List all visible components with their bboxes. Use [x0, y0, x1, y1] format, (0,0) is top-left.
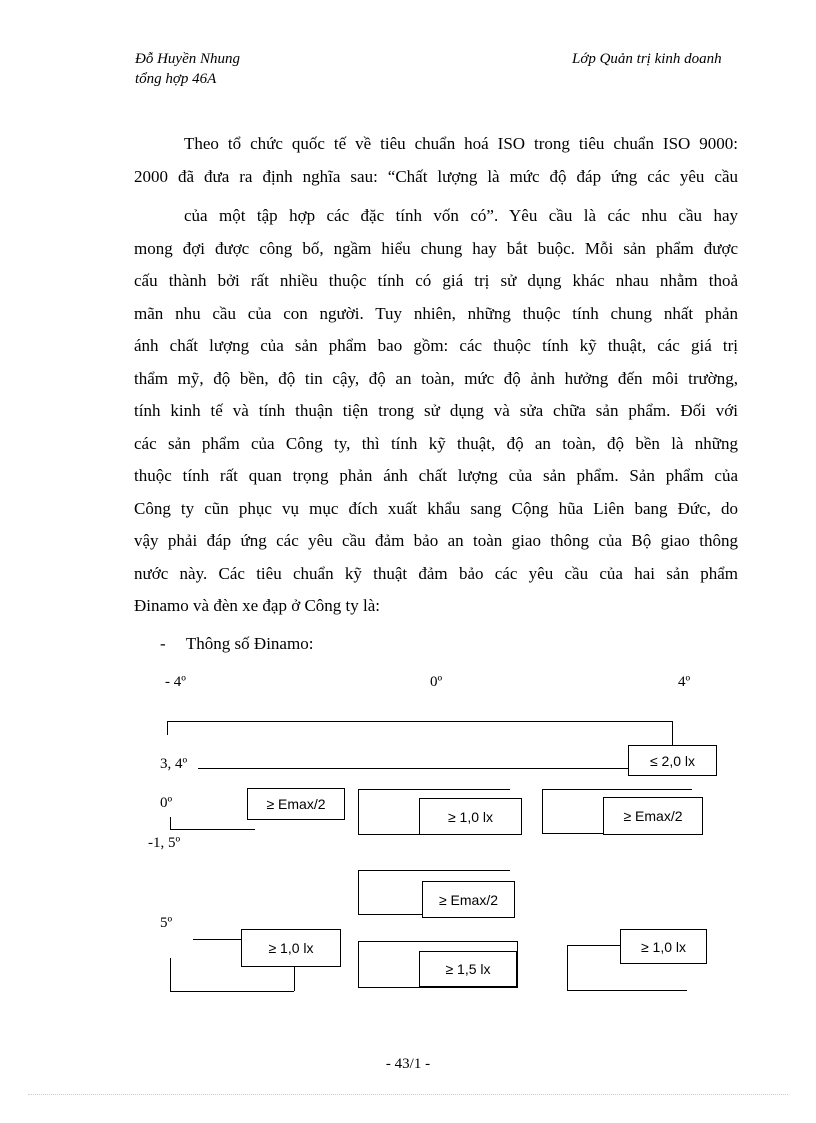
- author-name: Đỗ Huyền Nhung: [135, 51, 240, 67]
- paragraph-1-line: 2000 đã đưa ra định nghĩa sau: “Chất lượng là mức độ đáp ứng các yêu cầu: [134, 166, 738, 186]
- box-r3-center-label: ≥ 1,5 lx: [445, 961, 491, 977]
- row-5-left-edge: [170, 958, 171, 992]
- paragraph-2-line: vậy phải đáp ứng các yêu cầu đảm bảo an toàn giao thông của Bộ giao thông: [134, 531, 738, 550]
- paragraph-2-line: thuộc tính rất quan trọng phản ánh chất lượng của sản phẩm. Sản phẩm của: [134, 466, 738, 485]
- row-5-bottom-line: [170, 991, 294, 992]
- box-r1-right-label: ≥ Emax/2: [623, 808, 683, 824]
- row-5-right-edge: [294, 966, 295, 991]
- paragraph-2-line: Công ty cũn phục vụ mục đích xuất khẩu sang Cộng hũa Liên bang Đức, do: [134, 498, 738, 518]
- bullet-dinamo: [160, 634, 313, 654]
- paragraph-2-line: nước này. Các tiêu chuẩn kỹ thuật đảm bảo các yêu cầu của hai sản phẩm: [134, 563, 738, 583]
- box-top-right: [628, 745, 717, 776]
- box-r3-left: [241, 929, 341, 967]
- box-r1-center: [419, 798, 522, 835]
- row-label-neg-1-5: -1, 5º: [148, 835, 181, 851]
- paragraph-2-line: mãn nhu cầu của con người. Tuy nhiên, những thuộc tính chung nhất phản: [134, 303, 738, 323]
- row-label-0: 0º: [160, 795, 173, 811]
- bullet-text: Thông số Đinamo:: [185, 634, 314, 653]
- paragraph-2-line: cấu thành bởi rất nhiều thuộc tính có giá trị sử dụng khác nhau nhằm thoả: [134, 271, 738, 290]
- paragraph-1-line: Theo tổ chức quốc tế về tiêu chuẩn hoá ISO trong tiêu chuẩn ISO 9000:: [184, 134, 738, 153]
- paragraph-2-line: tính kinh tế và tính thuận tiện trong sử dụng và sửa chữa sản phẩm. Đối với: [134, 401, 738, 420]
- paragraph-1: [134, 128, 738, 193]
- angle-label-right: 4º: [678, 674, 691, 690]
- box-r1-left-label: ≥ Emax/2: [266, 796, 326, 812]
- paragraph-2-line: các sản phẩm của Công ty, thì tính kỹ thuật, độ an toàn, độ bền là những: [134, 433, 738, 453]
- box-r3-center: [419, 951, 517, 987]
- box-r2-center-label: ≥ Emax/2: [438, 891, 499, 908]
- box-top-right-label: ≤ 2,0 lx: [649, 752, 696, 769]
- row-0-line: [170, 829, 255, 830]
- box-r3-right: [620, 929, 707, 964]
- bracket-right-tick: [672, 721, 673, 745]
- author-class: tổng hợp 46A: [135, 71, 217, 87]
- bracket-left-tick: [167, 721, 168, 735]
- footer-dotted-rule: [28, 1094, 788, 1095]
- row-label-5: 5º: [160, 915, 173, 931]
- box-r1-left: [247, 788, 345, 820]
- box-r1-right: [603, 797, 703, 835]
- row-label-3-4: 3, 4º: [160, 756, 188, 772]
- page-number: - 43/1 -: [385, 1056, 431, 1072]
- paragraph-2-line: của một tập hợp các đặc tính vốn có”. Yêu cầu là các nhu cầu hay: [184, 206, 738, 225]
- row-3-4-line: [198, 768, 630, 769]
- paragraph-2: [134, 200, 738, 623]
- box-r3-left-label: ≥ 1,0 lx: [268, 940, 314, 956]
- paragraph-2-line: mong đợi được công bố, ngầm hiểu chung hay bắt buộc. Mỗi sản phẩm được: [134, 238, 738, 258]
- bracket-top-line: [167, 721, 672, 722]
- box-r1-center-label: ≥ 1,0 lx: [447, 808, 494, 825]
- box-r2-center: [422, 881, 515, 918]
- paragraph-2-line: Đinamo và đèn xe đạp ở Công ty là:: [134, 596, 380, 615]
- angle-label-center: 0º: [430, 674, 443, 690]
- header-author: [135, 49, 240, 89]
- row-0-tick: [170, 817, 171, 829]
- header-class-name: Lớp Quản trị kinh doanh: [572, 51, 722, 67]
- paragraph-2-line: ánh chất lượng của sản phẩm bao gồm: các thuộc tính kỹ thuật, các giá trị: [134, 336, 738, 355]
- bullet-dash: -: [160, 634, 166, 653]
- angle-label-left: - 4º: [165, 674, 186, 690]
- box-r3-right-label: ≥ 1,0 lx: [640, 938, 687, 955]
- paragraph-2-line: thẩm mỹ, độ bền, độ tin cậy, độ an toàn, mức độ ảnh hưởng đến môi trường,: [134, 368, 738, 388]
